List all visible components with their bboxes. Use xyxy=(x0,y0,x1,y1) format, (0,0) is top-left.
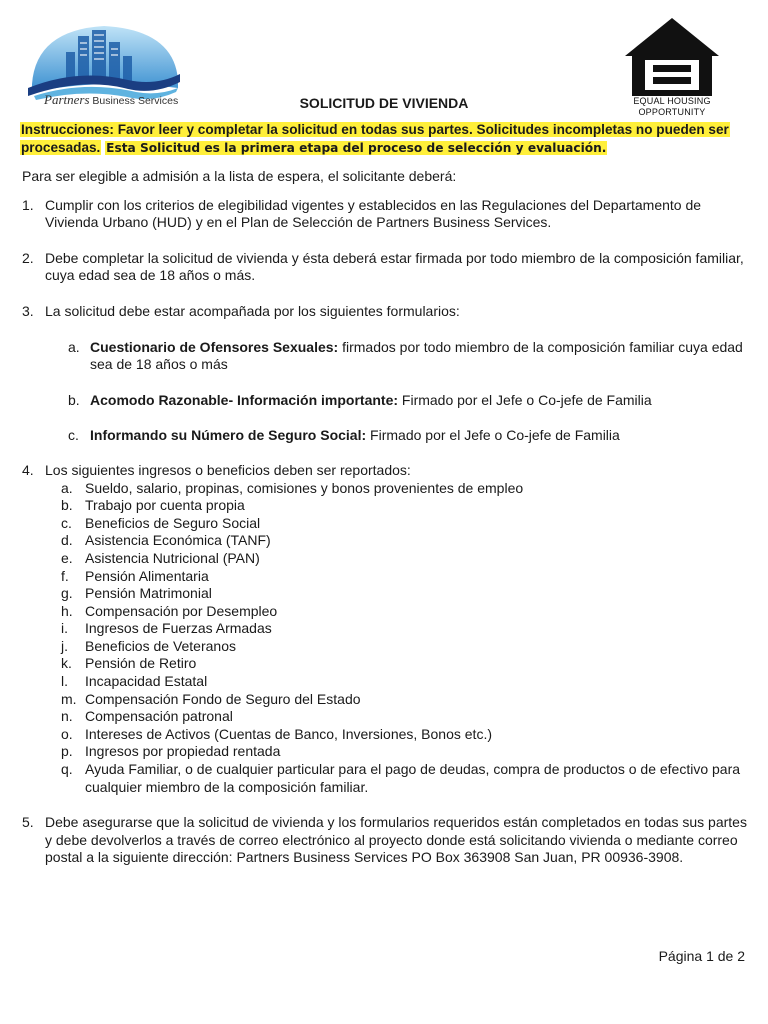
form-item-c xyxy=(68,427,748,445)
document-title: SOLICITUD DE VIVIENDA xyxy=(299,95,469,111)
income-item: b. Trabajo por cuenta propia xyxy=(61,497,245,514)
page-number: Página 1 de 2 xyxy=(658,948,745,964)
eho-line1: EQUAL HOUSING xyxy=(633,96,711,106)
income-item: m. Compensación Fondo de Seguro del Estado xyxy=(61,690,361,707)
income-item: d. Asistencia Económica (TANF) xyxy=(61,532,271,549)
sub-letter: b. xyxy=(68,391,80,408)
item-text: Debe completar la solicitud de vivienda y ésta deberá estar firmada por todo miembro de la composición familiar, cuya edad sea de 18 años o más. xyxy=(45,249,744,284)
income-item: h. Compensación por Desempleo xyxy=(61,602,278,619)
list-item-1 xyxy=(22,197,748,232)
item-number: 5. xyxy=(22,814,34,831)
intro-text: Para ser elegible a admisión a la lista de espera, el solicitante deberá: xyxy=(22,168,457,184)
income-item: j. Beneficios de Veteranos xyxy=(61,637,236,654)
sub-text: Acomodo Razonable- Información importante: Firmado por el Jefe o Co-jefe de Familia xyxy=(90,391,652,408)
instructions-part2: Esta Solicitud es la primera etapa del proceso de selección y evaluación. xyxy=(106,141,607,155)
income-item: a. Sueldo, salario, propinas, comisiones y bonos provenientes de empleo xyxy=(61,479,524,496)
item-number: 2. xyxy=(22,249,34,266)
income-item: l. Incapacidad Estatal xyxy=(61,673,208,690)
form-item-b xyxy=(68,392,748,410)
item-text: Debe asegurarse que la solicitud de vivienda y los formularios requeridos están completados en todas sus partes y debe devolverlos a través de correo electrónico al proyecto donde está solicitando vivienda o mediante correo postal a la siguiente dirección: Partners Business Services PO Box 363908 San Juan, PR 00936-3908. xyxy=(45,814,747,866)
instructions-part1: Instrucciones: Favor leer y completar la solicitud en todas sus partes. Solicitudes incompletas no pueden ser procesadas. xyxy=(21,122,729,155)
income-item: k. Pensión de Retiro xyxy=(61,655,197,672)
income-item: e. Asistencia Nutricional (PAN) xyxy=(61,549,260,566)
list-item-3 xyxy=(22,303,748,321)
item-text: La solicitud debe estar acompañada por los siguientes formularios: xyxy=(45,302,460,319)
logo-text: Partners Business Services xyxy=(44,92,179,107)
income-item: c. Beneficios de Seguro Social xyxy=(61,514,261,531)
income-item: q. Ayuda Familiar, o de cualquier particular para el pago de deudas, compra de productos o de efectivo para cualquier miembro de la composición familiar. xyxy=(61,761,741,795)
income-item: o. Intereses de Activos (Cuentas de Banco, Inversiones, Bonos etc.) xyxy=(61,725,492,742)
income-item: f. Pensión Alimentaria xyxy=(61,567,209,584)
income-item: g. Pensión Matrimonial xyxy=(61,585,212,602)
income-item: i. Ingresos de Fuerzas Armadas xyxy=(61,620,272,637)
sub-text: Cuestionario de Ofensores Sexuales: firmados por todo miembro de la composición familiar cuya edad sea de 18 años o más xyxy=(90,338,743,373)
list-item-4 xyxy=(22,462,748,480)
item-text: Los siguientes ingresos o beneficios deben ser reportados: xyxy=(45,461,411,478)
document-body xyxy=(22,168,748,867)
sub-letter: c. xyxy=(68,427,79,444)
sub-letter: a. xyxy=(68,338,80,355)
item-number: 3. xyxy=(22,302,34,319)
item-number: 1. xyxy=(22,196,34,213)
instructions xyxy=(20,121,740,157)
list-item-2 xyxy=(22,250,748,285)
item-text: Cumplir con los criterios de elegibilidad vigentes y establecidos en las Regulaciones del Departamento de Vivienda Urbano (HUD) y en el Plan de Selección de Partners Business Services. xyxy=(45,196,702,231)
sub-text: Informando su Número de Seguro Social: Firmado por el Jefe o Co-jefe de Familia xyxy=(90,427,620,444)
item-number: 4. xyxy=(22,461,34,478)
income-item: n. Compensación patronal xyxy=(61,708,233,725)
form-item-a xyxy=(68,339,748,374)
eho-line2: OPPORTUNITY xyxy=(638,107,706,117)
income-item: p. Ingresos por propiedad rentada xyxy=(61,743,281,760)
list-item-5 xyxy=(22,814,748,867)
